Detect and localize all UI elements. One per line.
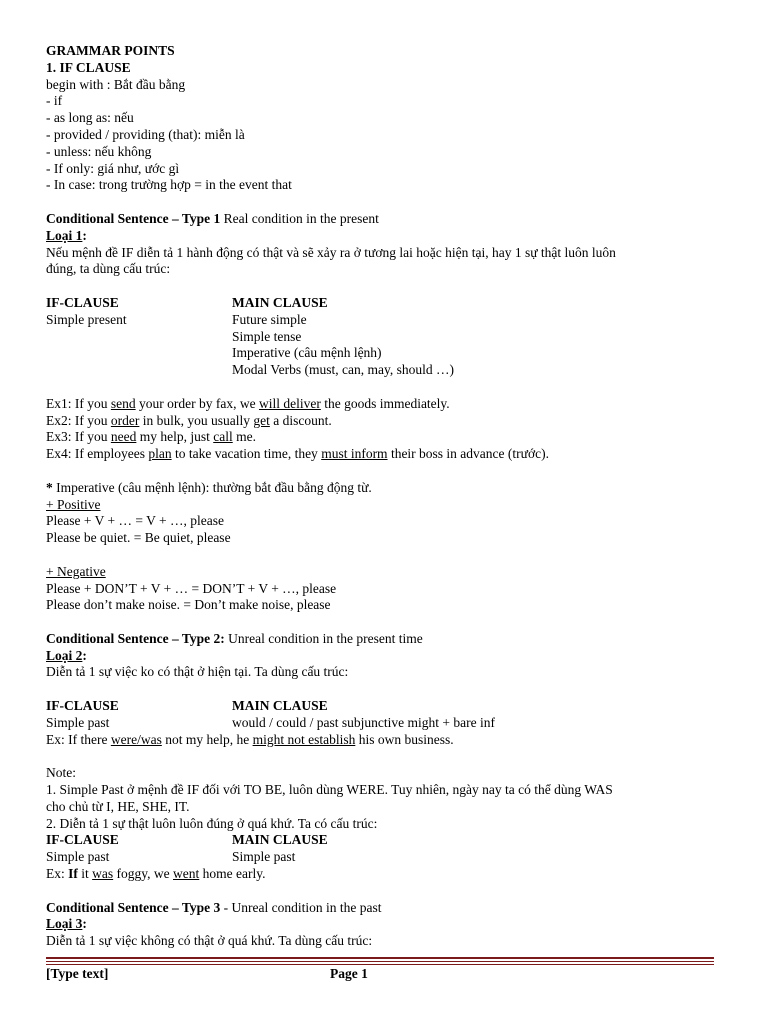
list-item: - In case: trong trường hợp = in the event that xyxy=(46,177,292,193)
type1-tense-row: Modal Verbs (must, can, may, should …) xyxy=(232,362,454,378)
type2-tense-row: Simple past would / could / past subjunctive might + bare inf xyxy=(46,714,495,730)
type1-heading: Conditional Sentence – Type 1 Real condition in the present xyxy=(46,210,379,226)
list-item: - unless: nếu không xyxy=(46,143,152,159)
type2-example-2: Ex: If it was foggy, we went home early. xyxy=(46,866,266,882)
type2-column-headers-2: IF-CLAUSE MAIN CLAUSE xyxy=(46,832,328,848)
type3-description: Diễn tả 1 sự việc không có thật ở quá khứ. Ta dùng cấu trúc: xyxy=(46,933,373,949)
type2-column-headers: IF-CLAUSE MAIN CLAUSE xyxy=(46,698,328,714)
document-page xyxy=(46,43,726,950)
negative-line: Please don’t make noise. = Don’t make noise, please xyxy=(46,597,331,613)
type2-heading: Conditional Sentence – Type 2: Unreal condition in the present time xyxy=(46,630,423,646)
page-number: Page 1 xyxy=(330,966,368,981)
positive-line: Please + V + … = V + …, please xyxy=(46,513,224,529)
type3-loai-label: Loại 3: xyxy=(46,916,87,932)
type1-description: Nếu mệnh đề IF diễn tả 1 hành động có thật và sẽ xảy ra ở tương lai hoặc hiện tại, hay 1 sự thật luôn luôn xyxy=(46,244,616,260)
document-title: GRAMMAR POINTS xyxy=(46,43,175,58)
type1-example-3: Ex3: If you need my help, just call me. xyxy=(46,429,256,445)
type1-description-cont: đúng, ta dùng cấu trúc: xyxy=(46,261,171,277)
type2-description: Diễn tả 1 sự việc ko có thật ở hiện tại. Ta dùng cấu trúc: xyxy=(46,664,349,680)
negative-label: + Negative xyxy=(46,563,106,579)
list-item: - provided / providing (that): miễn là xyxy=(46,126,245,142)
type1-example-1: Ex1: If you send your order by fax, we will deliver the goods immediately. xyxy=(46,395,450,411)
note-line: 2. Diễn tả 1 sự thật luôn luôn đúng ở quá khứ. Ta có cấu trúc: xyxy=(46,815,378,831)
section-heading-if-clause: 1. IF CLAUSE xyxy=(46,59,131,75)
type1-tense-row: Simple tense xyxy=(232,328,302,344)
text-line: begin with : Bắt đầu bằng xyxy=(46,76,186,92)
type1-example-2: Ex2: If you order in bulk, you usually get a discount. xyxy=(46,412,332,428)
negative-line: Please + DON’T + V + … = DON’T + V + …, please xyxy=(46,580,337,596)
type1-column-headers: IF-CLAUSE MAIN CLAUSE xyxy=(46,294,328,310)
list-item: - If only: giá như, ước gì xyxy=(46,160,180,176)
footer-rule xyxy=(46,957,714,965)
positive-line: Please be quiet. = Be quiet, please xyxy=(46,530,231,546)
list-item: - as long as: nếu xyxy=(46,110,134,126)
note-line: 1. Simple Past ở mệnh đề IF đối với TO BE, luôn dùng WERE. Tuy nhiên, ngày nay ta có thể dùng WAS xyxy=(46,782,613,798)
type1-tense-row: Imperative (câu mệnh lệnh) xyxy=(232,345,382,361)
positive-label: + Positive xyxy=(46,496,101,512)
type2-tense-row-2: Simple past Simple past xyxy=(46,849,296,865)
type1-example-4: Ex4: If employees plan to take vacation time, they must inform their boss in advance (trước). xyxy=(46,446,549,462)
type1-loai-label: Loại 1: xyxy=(46,227,87,243)
type3-heading: Conditional Sentence – Type 3 - Unreal condition in the past xyxy=(46,899,382,915)
type1-tense-row: Simple present Future simple xyxy=(46,311,307,327)
imperative-note: * Imperative (câu mệnh lệnh): thường bắt đầu bằng động từ. xyxy=(46,479,372,495)
type2-example: Ex: If there were/was not my help, he might not establish his own business. xyxy=(46,731,454,747)
note-line: cho chủ từ I, HE, SHE, IT. xyxy=(46,798,190,814)
footer-left-text: [Type text] xyxy=(46,966,109,981)
note-label: Note: xyxy=(46,765,76,781)
type2-loai-label: Loại 2: xyxy=(46,647,87,663)
list-item: - if xyxy=(46,93,63,109)
